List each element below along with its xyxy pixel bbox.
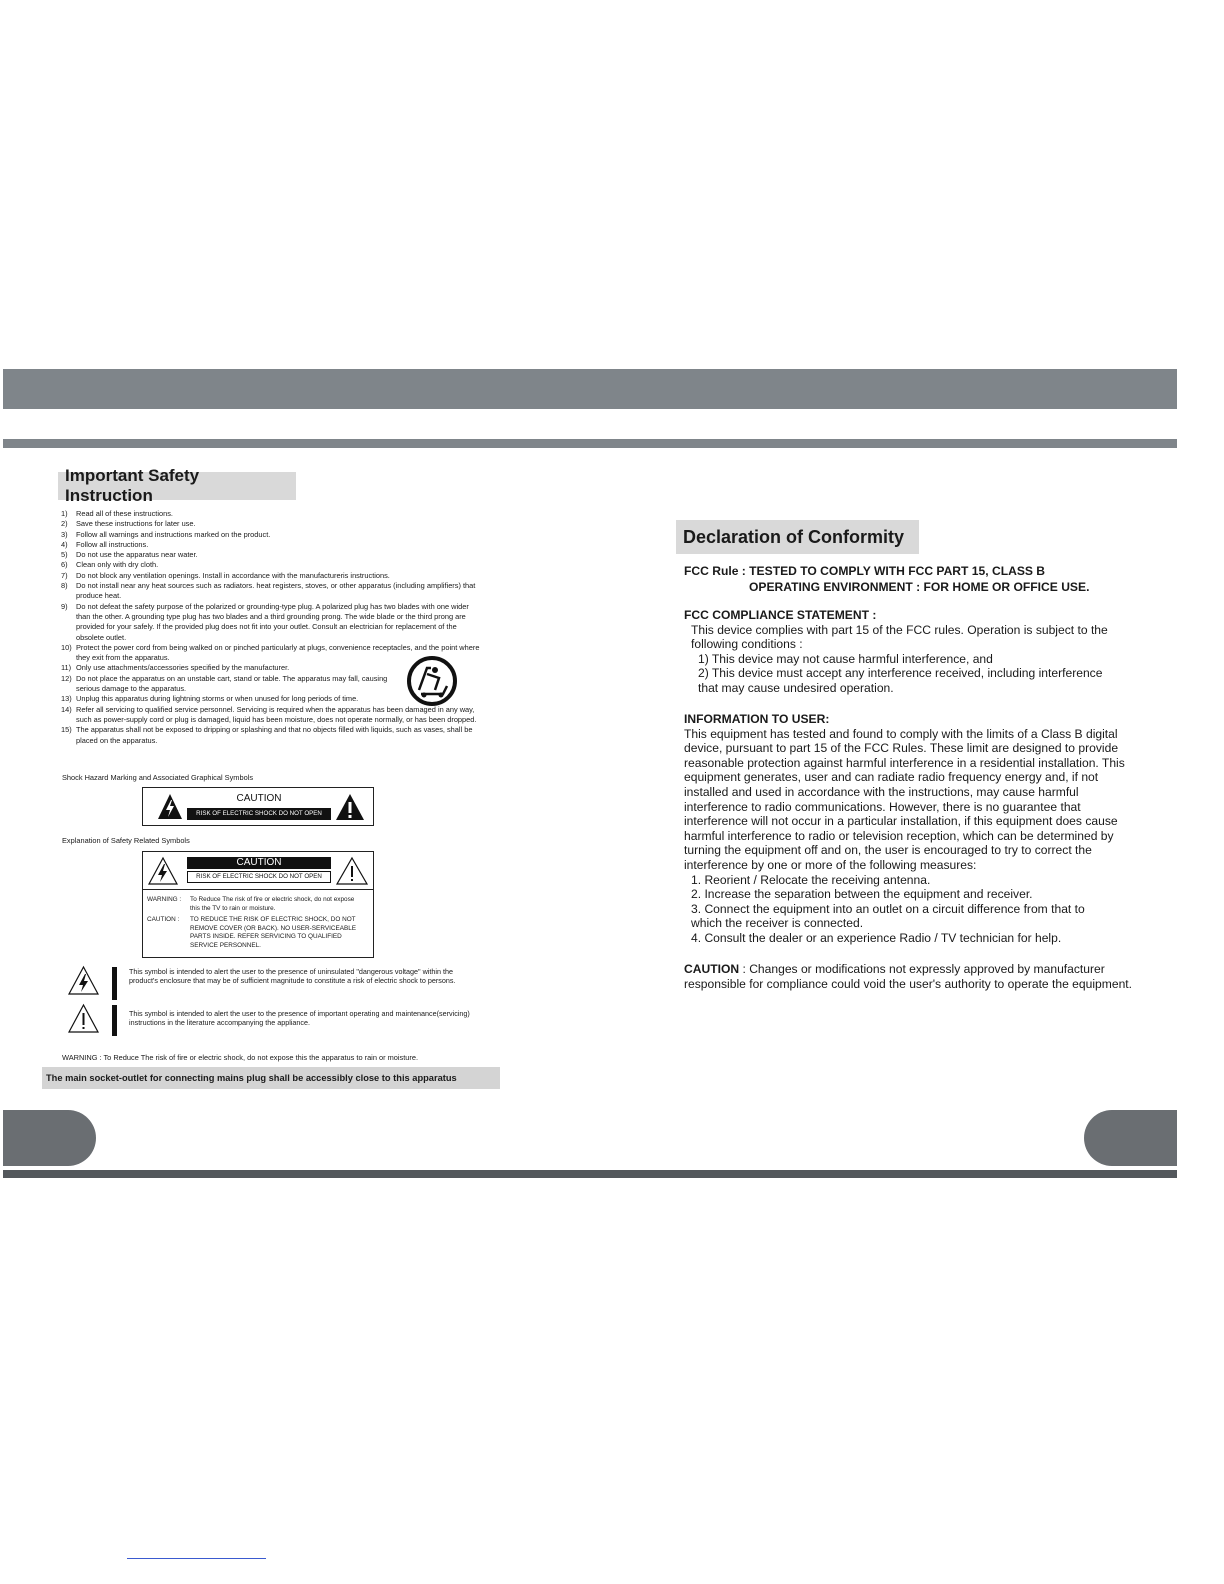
symbol-explanation-2: This symbol is intended to alert the user to the presence of important operating and maintenance(servicing) instructions in the literature accompanying the appliance.: [129, 1009, 470, 1028]
socket-outlet-note: The main socket-outlet for connecting mains plug shall be accessibly close to this apparatus: [42, 1067, 500, 1089]
header-band: [3, 369, 1177, 409]
caution-explanation-box: [142, 851, 374, 958]
footer-rule: [3, 1170, 1177, 1178]
safety-instruction-list: [61, 509, 481, 746]
page-tab-left: [3, 1110, 96, 1166]
header-rule: [3, 439, 1177, 448]
symbol-bar: [112, 1005, 117, 1036]
caution-subtext: RISK OF ELECTRIC SHOCK DO NOT OPEN: [187, 808, 331, 820]
shock-hazard-label: Shock Hazard Marking and Associated Graphical Symbols: [62, 773, 254, 782]
caution-word: CAUTION: [187, 793, 331, 805]
explanation-label: Explanation of Safety Related Symbols: [62, 836, 190, 845]
list-item: 2. Increase the separation between the equipment and receiver.: [691, 887, 1033, 902]
exclamation-triangle-outline-icon: [335, 856, 369, 886]
caution-subtext: RISK OF ELECTRIC SHOCK DO NOT OPEN: [187, 871, 331, 883]
lightning-triangle-icon: [157, 793, 183, 820]
lightning-triangle-outline-icon: [147, 856, 179, 886]
caution-marking: [142, 787, 374, 826]
caution-statement: [684, 962, 1144, 991]
list-item: 10) Protect the power cord from being walked on or pinched particularly at plugs, convenience receptacles, and the point where they exit from the apparatus.: [61, 642, 480, 663]
section-title: INFORMATION TO USER:: [684, 712, 830, 726]
list-item: 14) Refer all servicing to qualified service personnel. Servicing is required when the apparatus has been damaged in any way, such as power-supply cord or plug is damaged, liquid has been moisture, does not operate normally, or has been dropped.: [61, 704, 477, 724]
section-title: FCC COMPLIANCE STATEMENT :: [684, 608, 877, 622]
list-item: 3. Connect the equipment into an outlet on a circuit difference from that to which the receiver is connected.: [691, 901, 1085, 931]
list-item: 2) Save these instructions for later use.: [61, 519, 196, 529]
list-item: 3) Follow all warnings and instructions marked on the product.: [61, 529, 271, 539]
exclamation-triangle-outline-icon: [67, 1003, 100, 1034]
list-item: 6) Clean only with dry cloth.: [61, 560, 159, 570]
lightning-triangle-outline-icon: [67, 965, 100, 996]
symbol-explanation-1: This symbol is intended to alert the user to the presence of uninsulated "dangerous voltage" within the product's enclosure that may be of sufficient magnitude to constitute a risk of electric shock to persons.: [129, 967, 456, 986]
divider: [143, 889, 373, 890]
list-item: 13) Unplug this apparatus during lightning storms or when unused for long periods of time.: [61, 694, 359, 704]
warning-footer-text: WARNING : To Reduce The risk of fire or electric shock, do not expose this the apparatus to rain or moisture.: [62, 1053, 419, 1062]
warning-block: WARNING : To Reduce The risk of fire or electric shock, do not expose this the TV to rain or moisture. CAUTION : TO REDUCE THE RISK OF ELECTRIC SHOCK, DO NOT REMOVE COVER (OR BACK). NO USER-SERVICEABLE PARTS INSIDE. REFER SERVICING TO QUALIFIED SERVICE PERSONNEL.: [147, 896, 357, 949]
information-to-user: INFORMATION TO USER: This equipment has tested and found to comply with the limits of a Class B digital device, pursuant to part 15 of the FCC Rules. These limit are designed to provide reasonable protection against harmful interference in a residential installation. This equipment generates, user and can radiate radio frequency energy and, if not installed and used in accordance with the instructions, may cause harmful interference to radio communications. However, there is no guarantee that interference will not occur in a particular installation, if this equipment does cause harmful interference to radio or television reception, which can be determined by turning the equipment off and on, the user is encouraged to try to correct the interference by one or more of the following measures: 1. Reorient / Relocate the receiving antenna. 2. Increase the separation between the equipment and receiver. 3. Connect the equipment into an outlet on a circuit difference from that to which the receiver is connected. 4. Consult the dealer or an experience Radio / TV technician for help.: [684, 712, 1144, 946]
list-item: 12) Do not place the apparatus on an unstable cart, stand or table. The apparatus may fall, causing serious damage to the apparatus.: [61, 673, 388, 694]
cart-warning-icon: [405, 656, 459, 706]
exclamation-triangle-icon: [335, 793, 365, 821]
list-item: 4) Follow all instructions.: [61, 539, 149, 549]
list-item: 4. Consult the dealer or an experience Radio / TV technician for help.: [691, 930, 1062, 945]
safety-heading: Important Safety Instruction: [58, 472, 296, 500]
fcc-compliance-statement: FCC COMPLIANCE STATEMENT : This device complies with part 15 of the FCC rules. Operation is subject to the following conditions : 1) This device may not cause harmful interference, and 2) This device must accept any interference received, including interference that may cause undesired operation.: [684, 608, 1144, 696]
list-item: 1) Read all of these instructions.: [61, 509, 173, 518]
list-item: 11) Only use attachments/accessories specified by the manufacturer.: [61, 663, 290, 673]
list-item: 7) Do not block any ventilation openings. Install in accordance with the manufactureris instructions.: [61, 570, 390, 580]
list-item: 8) Do not install near any heat sources such as radiators. heat registers, stoves, or other apparatus (including amplifiers) that produce heat.: [61, 581, 476, 601]
list-item: 15) The apparatus shall not be exposed to dripping or splashing and that no objects filled with liquids, such as vases, shall be placed on the apparatus.: [61, 725, 473, 745]
caution-word: CAUTION: [187, 857, 331, 869]
page-tab-right: [1084, 1110, 1177, 1166]
caution-key: CAUTION: [684, 962, 740, 976]
list-item: 5) Do not use the apparatus near water.: [61, 550, 198, 560]
symbol-bar: [112, 967, 117, 1000]
conformity-heading: Declaration of Conformity: [676, 520, 919, 554]
fcc-rule: FCC Rule : TESTED TO COMPLY WITH FCC PART 15, CLASS B OPERATING ENVIRONMENT : FOR HOME OR OFFICE USE.: [684, 564, 1090, 594]
list-item: 9) Do not defeat the safety purpose of the polarized or grounding-type plug. A polarized plug has two blades with one wider than the other. A grounding type plug has two blades and a third grounding prong. The wide blade or the third prong are provided for your safely. If the provided plug does not fit into your outlet. Consult an electrician for replacement of the obsolete outlet.: [61, 601, 469, 642]
footer-line: [127, 1558, 266, 1559]
caution-text: : Changes or modifications not expressly approved by manufacturer responsible for compliance could void the user's authority to operate the equipment.: [684, 962, 1133, 991]
list-item: 1. Reorient / Relocate the receiving antenna.: [691, 872, 931, 887]
